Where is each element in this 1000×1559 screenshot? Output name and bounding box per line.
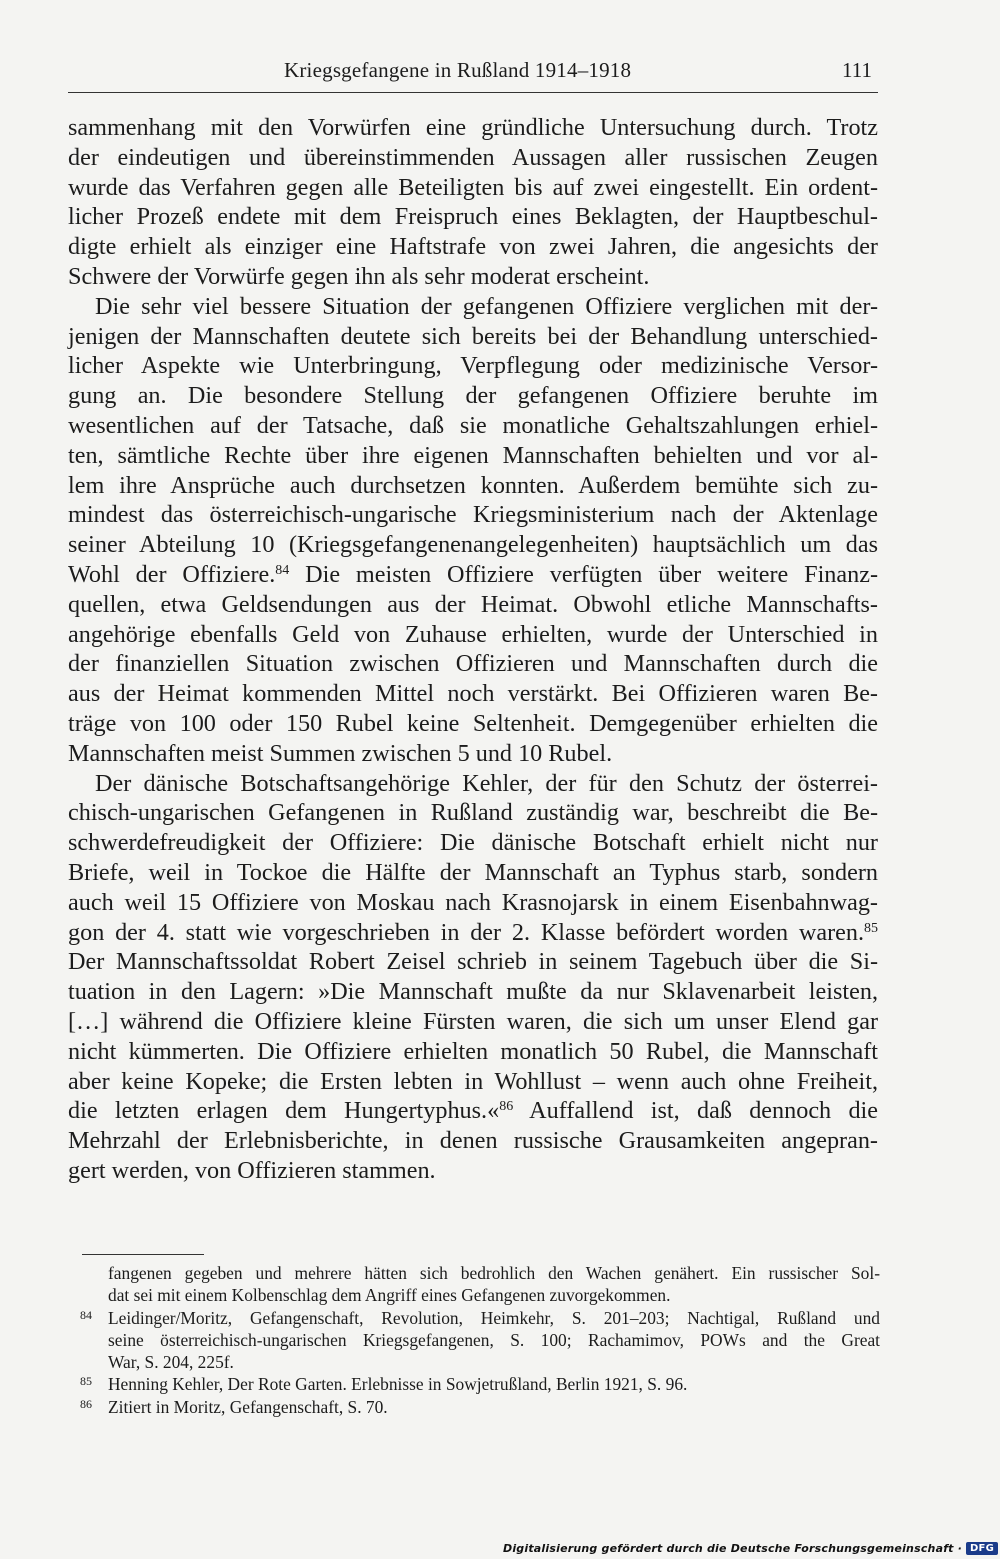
text-line: lem ihre Ansprüche auch durchsetzen konnten. Außerdem bemühte sich zu- xyxy=(68,471,878,499)
page-number: 111 xyxy=(842,58,872,82)
text-line: tuation in den Lagern: »Die Mannschaft mußte da nur Sklavenarbeit leisten, xyxy=(68,978,878,1006)
footnote-86 xyxy=(80,1396,880,1418)
text-line: jenigen der Mannschaften deutete sich bereits bei der Behandlung unterschied- xyxy=(68,322,878,350)
text-line-with-footnote xyxy=(68,918,878,948)
text-line-with-footnote xyxy=(68,560,878,590)
footnote-number: 85 xyxy=(80,1374,92,1389)
text-line: nicht kümmerten. Die Offiziere erhielten monatlich 50 Rubel, die Mannschaft xyxy=(68,1037,878,1065)
footnotes xyxy=(80,1262,880,1418)
text-line: schwerdefreudigkeit der Offiziere: Die dänische Botschaft erhielt nicht nur xyxy=(68,829,878,857)
text-fragment: Auffallend ist, daß dennoch die xyxy=(513,1097,878,1125)
text-line: Mannschaften meist Summen zwischen 5 und 10 Rubel. xyxy=(68,739,613,767)
text-fragment: die letzten erlagen dem Hungertyphus.« xyxy=(68,1097,500,1125)
text-line: Briefe, weil in Tockoe die Hälfte der Mannschaft an Typhus starb, sondern xyxy=(68,858,878,886)
text-line: licher Prozeß endete mit dem Freispruch eines Beklagten, der Hauptbeschul- xyxy=(68,203,878,231)
footnote-line: Leidinger/Moritz, Gefangenschaft, Revolution, Heimkehr, S. 201–203; Nachtigal, Rußland und xyxy=(108,1307,880,1328)
text-line: wesentlichen auf der Tatsache, daß sie monatliche Gehaltszahlungen erhiel- xyxy=(68,411,878,439)
paragraph xyxy=(68,113,878,292)
footnote-divider xyxy=(82,1254,204,1255)
footnote-line: Henning Kehler, Der Rote Garten. Erlebnisse in Sowjetrußland, Berlin 1921, S. 96. xyxy=(108,1374,688,1395)
text-fragment: Wohl der Offiziere. xyxy=(68,560,276,588)
text-line-with-footnote xyxy=(68,1096,878,1126)
footnote-85 xyxy=(80,1373,880,1395)
text-line: digte erhielt als einziger eine Haftstrafe von zwei Jahren, die angesichts der xyxy=(68,233,878,261)
text-line: auch weil 15 Offiziere von Moskau nach Krasnojarsk in einem Eisenbahnwag- xyxy=(68,888,878,916)
text-line: gert werden, von Offizieren stammen. xyxy=(68,1156,436,1184)
text-line: gung an. Die besondere Stellung der gefangenen Offiziere beruhte im xyxy=(68,382,878,410)
paragraph xyxy=(68,769,878,1186)
footnote-line: dat sei mit einem Kolbenschlag dem Angriff eines Gefangenen zuvorgekommen. xyxy=(108,1285,671,1306)
text-line: sammenhang mit den Vorwürfen eine gründliche Untersuchung durch. Trotz xyxy=(68,114,878,141)
text-line: angehörige ebenfalls Geld von Zuhause erhielten, wurde der Unterschied in xyxy=(68,620,878,648)
text-line: chisch-ungarischen Gefangenen in Rußland zuständig war, beschreibt die Be- xyxy=(68,799,878,827)
footnote-number: 84 xyxy=(80,1307,92,1322)
text-line: ten, sämtliche Rechte über ihre eigenen Mannschaften behielten und vor al- xyxy=(68,441,878,469)
text-line: träge von 100 oder 150 Rubel keine Seltenheit. Demgegenüber erhielten die xyxy=(68,709,878,737)
text-line: […] während die Offiziere kleine Fürsten waren, die sich um unser Elend gar xyxy=(68,1007,878,1035)
text-line: Die sehr viel bessere Situation der gefangenen Offiziere verglichen mit der- xyxy=(95,292,878,320)
main-text xyxy=(68,113,878,1186)
footnote-number: 86 xyxy=(80,1396,92,1411)
text-line: mindest das österreichisch-ungarische Kriegsministerium nach der Aktenlage xyxy=(68,501,878,529)
text-line: der eindeutigen und übereinstimmenden Aussagen aller russischen Zeugen xyxy=(68,143,878,171)
dfg-logo: DFG xyxy=(966,1542,998,1555)
footnote-line: Zitiert in Moritz, Gefangenschaft, S. 70. xyxy=(108,1396,388,1417)
funding-credit xyxy=(503,1542,998,1555)
text-line: licher Aspekte wie Unterbringung, Verpflegung oder medizinische Versor- xyxy=(68,352,878,380)
text-fragment: Die meisten Offiziere verfügten über weitere Finanz- xyxy=(289,560,879,588)
text-fragment: gon der 4. statt wie vorgeschrieben in der 2. Klasse befördert worden waren. xyxy=(68,918,864,946)
footnote-ref[interactable]: 86 xyxy=(499,1099,514,1115)
text-line: wurde das Verfahren gegen alle Beteiligten bis auf zwei eingestellt. Ein ordent- xyxy=(68,173,878,201)
text-line: Mehrzahl der Erlebnisberichte, in denen russische Grausamkeiten angepran- xyxy=(68,1127,878,1155)
text-line: der finanziellen Situation zwischen Offizieren und Mannschaften durch die xyxy=(68,650,878,678)
footnote-line: fangenen gegeben und mehrere hätten sich bedrohlich den Wachen genähert. Ein russischer Sol- xyxy=(108,1263,880,1283)
text-line: quellen, etwa Geldsendungen aus der Heimat. Obwohl etliche Mannschafts- xyxy=(68,590,878,618)
text-line: Schwere der Vorwürfe gegen ihn als sehr moderat erscheint. xyxy=(68,262,650,290)
footnote-ref[interactable]: 84 xyxy=(275,562,290,578)
credit-text: Digitalisierung gefördert durch die Deutsche Forschungsgemeinschaft · xyxy=(502,1542,963,1555)
footnote-line: seine österreichisch-ungarischen Kriegsgefangenen, S. 100; Rachamimov, POWs and the Great xyxy=(108,1329,880,1350)
text-line: seiner Abteilung 10 (Kriegsgefangenenangelegenheiten) hauptsächlich um das xyxy=(68,531,878,559)
running-title: Kriegsgefangene in Rußland 1914–1918 xyxy=(284,58,632,82)
footnote-continuation xyxy=(80,1262,880,1307)
text-line: aus der Heimat kommenden Mittel noch verstärkt. Bei Offizieren waren Be- xyxy=(68,680,878,708)
running-header xyxy=(68,56,878,93)
text-line: Der dänische Botschaftsangehörige Kehler, der für den Schutz der österrei- xyxy=(95,769,878,797)
footnote-ref[interactable]: 85 xyxy=(864,920,878,936)
text-line: aber keine Kopeke; die Ersten lebten in Wohllust – wenn auch ohne Freiheit, xyxy=(68,1067,878,1095)
paragraph xyxy=(68,292,878,769)
text-line: Der Mannschaftssoldat Robert Zeisel schrieb in seinem Tagebuch über die Si- xyxy=(68,948,878,976)
footnote-line: War, S. 204, 225f. xyxy=(108,1352,234,1373)
footnote-84 xyxy=(80,1307,880,1374)
